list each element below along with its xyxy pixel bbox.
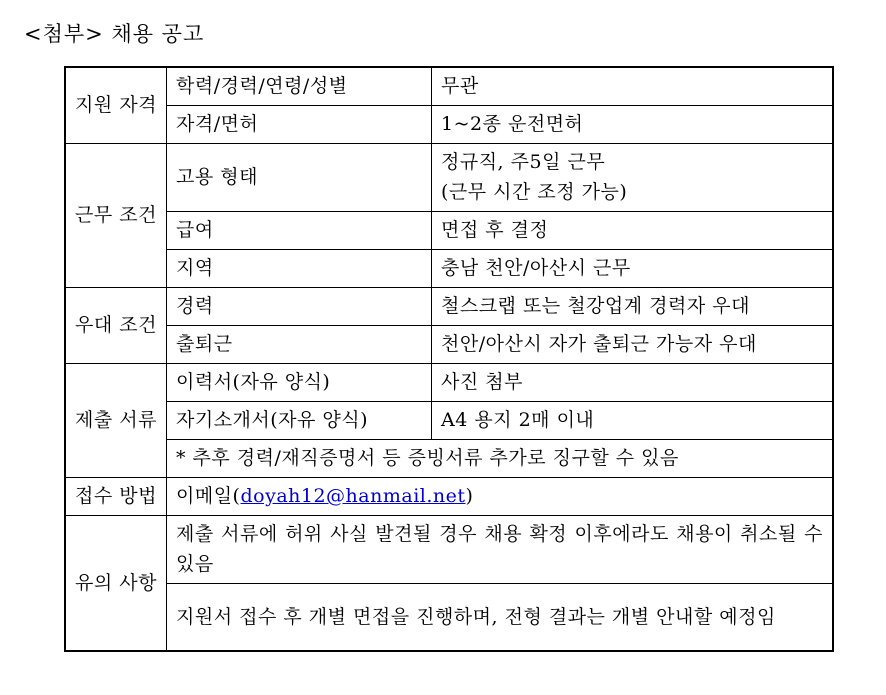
table-row [65,439,833,477]
email-prefix: 이메일( [176,485,241,507]
notice-item: 지원서 접수 후 개별 면접을 진행하며, 전형 결과는 개별 안내할 예정임 [167,583,834,651]
row-label: 자격/면허 [167,105,432,143]
table-row [65,249,833,287]
row-label: 지역 [167,249,432,287]
notice-item: 제출 서류에 허위 사실 발견될 경우 채용 확정 이후에라도 채용이 취소될 수 있음 [167,515,834,583]
row-label: 이력서(자유 양식) [167,363,432,401]
table-row [65,287,833,325]
documents-note: * 추후 경력/재직증명서 등 증빙서류 추가로 징구할 수 있음 [167,439,834,477]
email-suffix: ) [465,485,474,507]
row-label: 출퇴근 [167,325,432,363]
row-value: 철스크랩 또는 철강업계 경력자 우대 [432,287,834,325]
row-value: 천안/아산시 자가 출퇴근 가능자 우대 [432,325,834,363]
value-line: (근무 시간 조정 가능) [441,181,628,203]
table-row [65,363,833,401]
category-documents: 제출 서류 [65,363,167,477]
row-value: 면접 후 결정 [432,211,834,249]
table-row [65,515,833,583]
category-work-conditions: 근무 조건 [65,143,167,287]
category-preferences: 우대 조건 [65,287,167,363]
row-value: 사진 첨부 [432,363,834,401]
row-label: 급여 [167,211,432,249]
category-qualification: 지원 자격 [65,67,167,143]
row-label: 경력 [167,287,432,325]
row-value: A4 용지 2매 이내 [432,401,834,439]
row-label: 학력/경력/연령/성별 [167,67,432,105]
page-title: <첨부> 채용 공고 [24,22,205,46]
job-posting-table [64,66,834,652]
category-notice: 유의 사항 [65,515,167,651]
email-link[interactable]: doyah12@hanmail.net [240,485,466,507]
row-value: 무관 [432,67,834,105]
row-value: 충남 천안/아산시 근무 [432,249,834,287]
table-row [65,401,833,439]
table-row [65,583,833,651]
table-row [65,211,833,249]
row-value [432,143,834,211]
table-row [65,143,833,211]
table-row [65,105,833,143]
row-value: 1~2종 운전면허 [432,105,834,143]
application-method-value [167,477,834,515]
table-row [65,477,833,515]
value-line: 정규직, 주5일 근무 [441,151,606,173]
category-application-method: 접수 방법 [65,477,167,515]
row-label: 고용 형태 [167,143,432,211]
table-row [65,67,833,105]
table-row [65,325,833,363]
row-label: 자기소개서(자유 양식) [167,401,432,439]
